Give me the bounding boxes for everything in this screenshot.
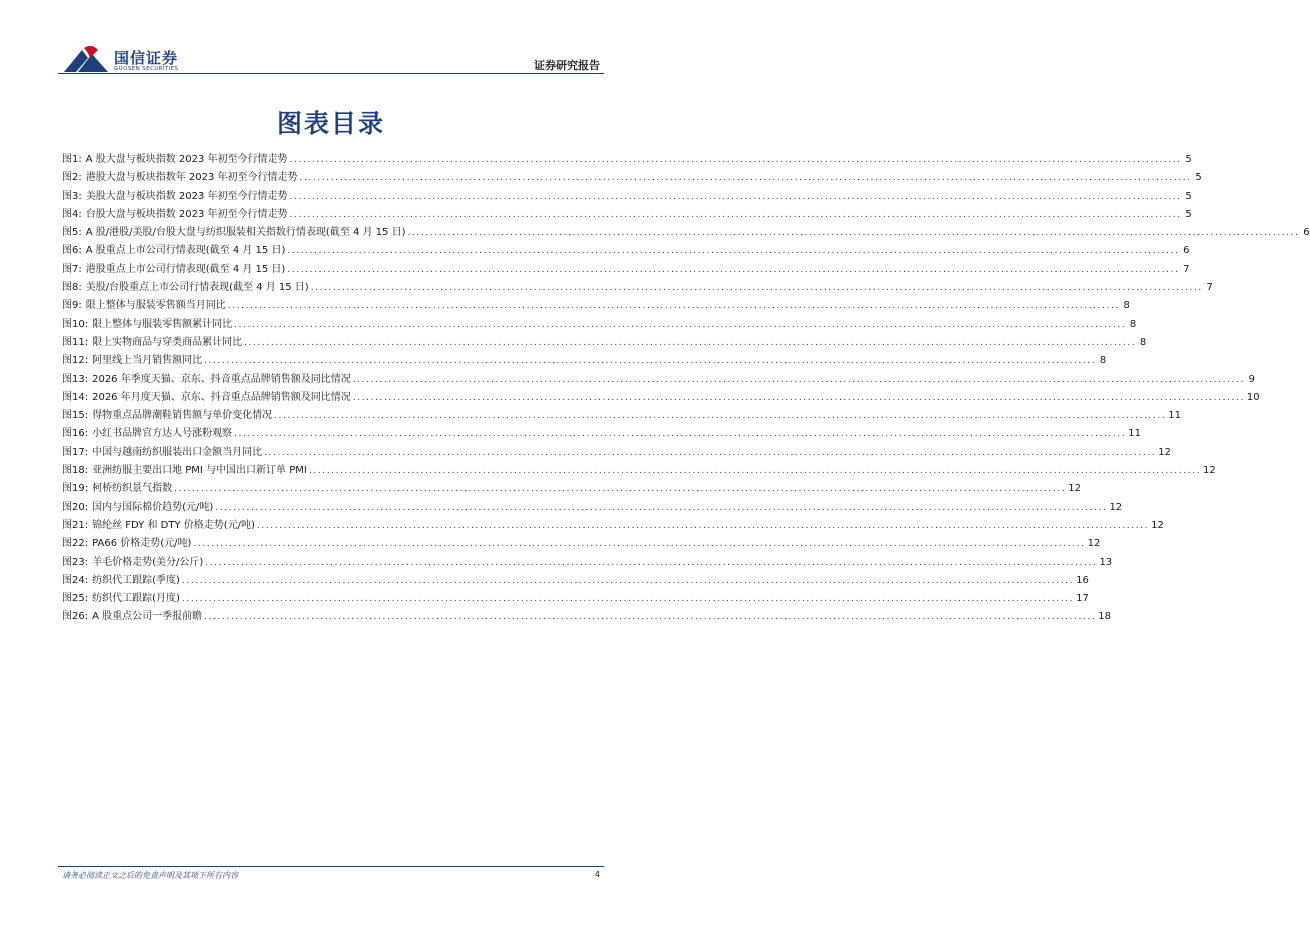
toc-entry-label: 图11:: [62, 336, 89, 348]
toc-entry-page: 16: [1076, 574, 1089, 586]
toc-entry-page: 12: [1151, 519, 1164, 531]
toc-dot-leader: ........................................................................................................................................................................................................: [174, 484, 1067, 495]
toc-entry-page: 7: [1183, 263, 1190, 275]
toc-entry-page: 13: [1099, 556, 1113, 568]
toc-dot-leader: ........................................................................................................................................................................................................: [234, 319, 1127, 330]
toc-entry-title: A 股大盘与板块指数 2023 年初至今行情走势: [85, 154, 288, 165]
toc-entry[interactable]: [62, 150, 1192, 168]
toc-entry-page: 8: [1099, 355, 1107, 367]
toc-entry[interactable]: [62, 333, 1147, 351]
toc-dot-leader: ........................................................................................................................................................................................................: [407, 228, 1300, 239]
toc-dot-leader: ........................................................................................................................................................................................................: [204, 612, 1097, 623]
page-header: [0, 0, 662, 80]
toc-entry-title: 得物重点品牌潮鞋销售额与单价变化情况: [92, 410, 273, 422]
toc-entry-title: 2026 年月度天猫、京东、抖音重点品牌销售额及同比情况: [92, 391, 351, 403]
toc-entry-page: 11: [1168, 410, 1181, 422]
toc-entry-page: 7: [1206, 282, 1213, 294]
toc-entry-page: 5: [1185, 154, 1192, 165]
toc-entry-title: 柯桥纺织景气指数: [92, 483, 173, 495]
toc-dot-leader: ........................................................................................................................................................................................................: [181, 575, 1075, 586]
toc-entry-title: 纺织代工跟踪(月度): [92, 593, 180, 605]
toc-entry-label: 图16:: [62, 428, 89, 440]
toc-entry-page: 5: [1195, 172, 1202, 184]
toc-dot-leader: ........................................................................................................................................................................................................: [352, 374, 1245, 385]
toc-dot-leader: ........................................................................................................................................................................................................: [274, 411, 1167, 422]
toc-entry[interactable]: [62, 406, 1181, 424]
toc-entry-page: 6: [1303, 227, 1310, 239]
table-of-figures: [62, 150, 1310, 626]
toc-entry-title: 国内与国际棉价趋势(元/吨): [92, 501, 214, 513]
toc-entry-title: 羊毛价格走势(美分/公斤): [92, 556, 204, 568]
toc-entry-title: 锦纶丝 FDY 和 DTY 价格走势(元/吨): [92, 519, 255, 531]
toc-entry-label: 图17:: [62, 446, 89, 458]
toc-entry-label: 图8:: [62, 282, 82, 294]
toc-entry[interactable]: [62, 424, 1141, 442]
toc-entry-label: 图10:: [62, 318, 89, 330]
toc-entry-title: 美股/台股重点上市公司行情表现(截至 4 月 15 日): [85, 282, 309, 294]
toc-entry-page: 8: [1123, 300, 1130, 312]
toc-entry-label: 图24:: [62, 574, 89, 586]
toc-entry-page: 12: [1158, 446, 1171, 458]
toc-entry-label: 图5:: [62, 227, 82, 239]
toc-dot-leader: ........................................................................................................................................................................................................: [234, 429, 1127, 440]
toc-entry-page: 5: [1185, 190, 1192, 202]
toc-entry[interactable]: [62, 534, 1101, 552]
logo-chinese-name: 国信证券: [114, 49, 179, 67]
toc-entry-title: PA66 价格走势(元/吨): [92, 538, 192, 550]
toc-entry-label: 图7:: [62, 263, 82, 275]
toc-entry[interactable]: [62, 296, 1130, 314]
toc-entry-title: A 股/港股/美股/台股大盘与纺织服装相关指数行情表现(截至 4 月 15 日): [85, 227, 406, 239]
toc-dot-leader: ........................................................................................................................................................................................................: [310, 283, 1203, 294]
toc-dot-leader: ........................................................................................................................................................................................................: [264, 447, 1157, 458]
toc-entry-title: 美股大盘与板块指数 2023 年初至今行情走势: [85, 190, 288, 202]
toc-entry[interactable]: [62, 168, 1202, 186]
toc-dot-leader: ........................................................................................................................................................................................................: [289, 191, 1182, 202]
toc-entry-label: 图2:: [62, 172, 82, 184]
toc-entry-label: 图3:: [62, 190, 82, 202]
toc-entry[interactable]: [62, 388, 1260, 406]
toc-entry-label: 图26:: [62, 611, 89, 623]
toc-entry-label: 图4:: [62, 208, 82, 220]
toc-dot-leader: ........................................................................................................................................................................................................: [299, 173, 1192, 184]
toc-dot-leader: ........................................................................................................................................................................................................: [289, 209, 1182, 220]
toc-entry-label: 图14:: [62, 391, 89, 403]
toc-entry[interactable]: [62, 461, 1216, 479]
toc-entry-page: 17: [1076, 593, 1089, 605]
toc-dot-leader: ........................................................................................................................................................................................................: [204, 356, 1097, 367]
toc-entry-label: 图18:: [62, 465, 89, 477]
toc-dot-leader: ........................................................................................................................................................................................................: [227, 301, 1120, 312]
toc-entry-page: 10: [1246, 391, 1260, 403]
page-title: 图表目录: [276, 109, 385, 138]
toc-entry-page: 8: [1139, 336, 1147, 348]
toc-entry[interactable]: [62, 443, 1171, 461]
page-number: 4: [594, 870, 600, 879]
toc-entry-title: 亚洲纺服主要出口地 PMI 与中国出口新订单 PMI: [92, 465, 307, 477]
footer-divider: [58, 866, 604, 867]
toc-entry[interactable]: [62, 241, 1190, 259]
toc-entry-title: A 股重点上市公司行情表现(截至 4 月 15 日): [85, 245, 286, 257]
toc-entry[interactable]: [62, 607, 1112, 625]
toc-entry[interactable]: [62, 370, 1255, 388]
toc-entry[interactable]: [62, 223, 1310, 241]
toc-entry-page: 12: [1109, 501, 1123, 513]
toc-entry[interactable]: [62, 571, 1089, 589]
header-divider: [58, 73, 604, 74]
toc-entry[interactable]: [62, 205, 1192, 223]
toc-entry-title: 港股大盘与板块指数年 2023 年初至今行情走势: [85, 172, 298, 184]
toc-entry[interactable]: [62, 553, 1113, 571]
toc-entry-label: 图1:: [62, 154, 82, 165]
logo-english-name: GUOSEN SECURITIES: [114, 66, 179, 72]
footer-disclaimer: 请务必阅读正文之后的免责声明及其项下所有内容: [62, 871, 238, 880]
toc-entry-page: 12: [1087, 538, 1101, 550]
toc-dot-leader: ........................................................................................................................................................................................................: [215, 502, 1108, 513]
toc-entry-title: 限上整体与服装零售额当月同比: [85, 300, 226, 312]
toc-entry-label: 图12:: [62, 355, 89, 367]
toc-entry[interactable]: [62, 351, 1107, 369]
toc-entry-title: 纺织代工跟踪(季度): [92, 574, 180, 586]
guosen-logo-icon: [62, 44, 110, 76]
toc-entry[interactable]: [62, 589, 1089, 607]
toc-entry[interactable]: [62, 315, 1137, 333]
toc-entry-label: 图21:: [62, 519, 89, 531]
toc-entry-page: 12: [1203, 465, 1216, 477]
toc-entry-label: 图19:: [62, 483, 89, 495]
toc-entry-page: 11: [1128, 428, 1141, 440]
toc-entry-title: 中国与越南纺织服装出口金额当月同比: [92, 446, 263, 458]
toc-entry-label: 图13:: [62, 373, 89, 385]
toc-entry-title: 限上整体与服装零售额累计同比: [92, 318, 233, 330]
toc-entry-label: 图22:: [62, 538, 89, 550]
toc-entry[interactable]: [62, 516, 1164, 534]
toc-entry-title: 阿里线上当月销售额同比: [92, 355, 203, 367]
toc-entry[interactable]: [62, 278, 1213, 296]
toc-entry-title: 小红书品牌官方达人号涨粉观察: [92, 428, 233, 440]
toc-dot-leader: ........................................................................................................................................................................................................: [244, 337, 1137, 348]
toc-dot-leader: ........................................................................................................................................................................................................: [289, 155, 1182, 165]
toc-entry-label: 图20:: [62, 501, 89, 513]
toc-entry-page: 6: [1183, 245, 1190, 257]
toc-entry-title: 限上实物商品与穿类商品累计同比: [92, 336, 243, 348]
toc-entry-page: 8: [1129, 318, 1137, 330]
toc-entry-label: 图6:: [62, 245, 82, 257]
toc-entry[interactable]: [62, 498, 1123, 516]
toc-entry-page: 5: [1185, 208, 1192, 220]
toc-entry-label: 图23:: [62, 556, 89, 568]
toc-entry[interactable]: [62, 479, 1081, 497]
toc-entry[interactable]: [62, 260, 1190, 278]
toc-entry[interactable]: [62, 187, 1192, 205]
toc-entry-label: 图9:: [62, 300, 82, 312]
toc-dot-leader: ........................................................................................................................................................................................................: [181, 594, 1075, 605]
toc-entry-title: A 股重点公司一季报前瞻: [92, 611, 203, 623]
toc-dot-leader: ........................................................................................................................................................................................................: [287, 246, 1180, 257]
toc-entry-title: 港股重点上市公司行情表现(截至 4 月 15 日): [85, 263, 286, 275]
toc-entry-page: 18: [1098, 611, 1112, 623]
toc-entry-label: 图25:: [62, 593, 89, 605]
toc-entry-title: 台股大盘与板块指数 2023 年初至今行情走势: [85, 208, 288, 220]
toc-dot-leader: ........................................................................................................................................................................................................: [256, 520, 1150, 531]
toc-entry-page: 12: [1068, 483, 1081, 495]
toc-dot-leader: ........................................................................................................................................................................................................: [287, 264, 1180, 275]
toc-dot-leader: ........................................................................................................................................................................................................: [205, 557, 1098, 568]
toc-entry-label: 图15:: [62, 410, 89, 422]
report-type-label: 证券研究报告: [534, 59, 600, 72]
toc-dot-leader: ........................................................................................................................................................................................................: [308, 466, 1202, 477]
toc-dot-leader: ........................................................................................................................................................................................................: [352, 392, 1245, 403]
toc-entry-title: 2026 年季度天猫、京东、抖音重点品牌销售额及同比情况: [92, 373, 351, 385]
toc-dot-leader: ........................................................................................................................................................................................................: [193, 539, 1086, 550]
toc-entry-page: 9: [1248, 373, 1255, 385]
